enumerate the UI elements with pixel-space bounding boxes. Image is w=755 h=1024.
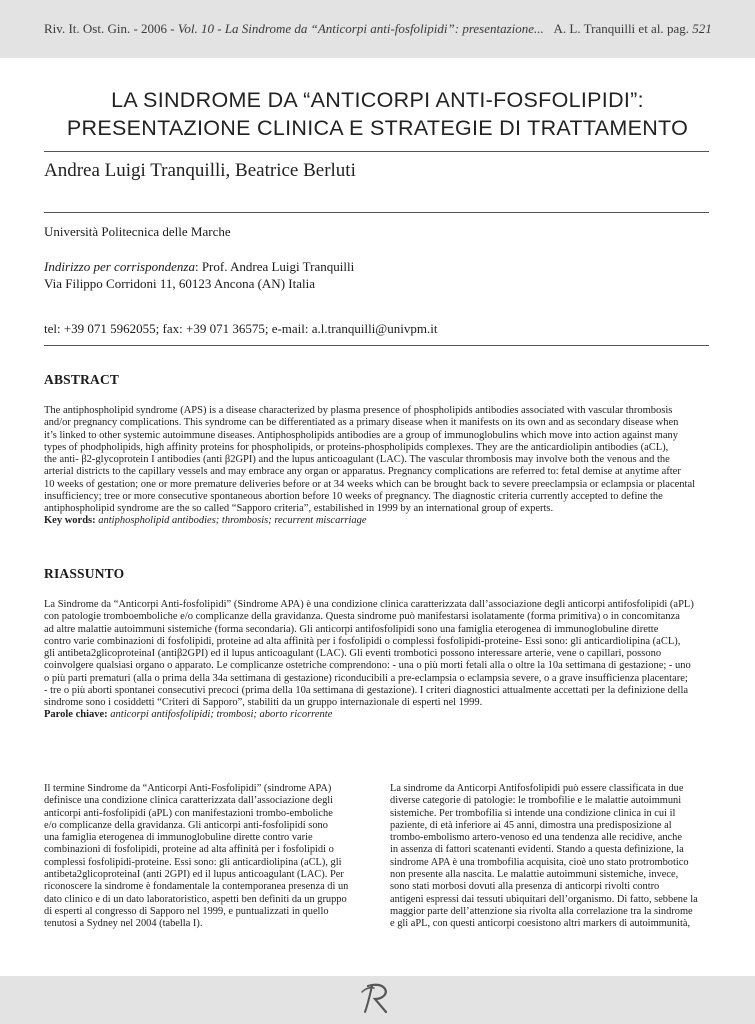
keywords-label: Key words: [44, 515, 96, 527]
riassunto-line: o più parti prematuri (alla o prima della 34a settimana di gestazione) riconducibili a pre-eclampsia o eclampsia severe, o a grave insufficienza placentare; [44, 672, 688, 684]
divider [44, 345, 709, 346]
body-line: trombo-embolismo artero-venoso ed una tendenza alle recidive, anche [390, 832, 682, 844]
correspondence-address: Via Filippo Corridoni 11, 60123 Ancona (AN) Italia [44, 276, 315, 291]
divider [44, 212, 709, 213]
body-line: antigeni espressi dai tessuti ubiquitari dell’organismo. Di fatto, sebbene la [390, 893, 698, 905]
body-column-right [390, 783, 710, 931]
keywords-value: antiphospholipid antibodies; thrombosis; recurrent miscarriage [95, 515, 367, 527]
abstract-line: The antiphospholipid syndrome (APS) is a disease characterized by plasma presence of phospholipids antibodies associated with vascular thrombosis [44, 405, 673, 416]
running-header [44, 21, 734, 37]
riassunto-line: gli antibeta2glicoproteinaI (antiβ2GPI) ed il lupus anticoagulant (LAC). Gli eventi trombotici possono interessare arterie, vene o capillari, possono [44, 648, 662, 659]
contact-info: tel: +39 071 5962055; fax: +39 071 36575; e-mail: a.l.tranquilli@univpm.it [44, 321, 438, 336]
title-line-1: LA SINDROME DA “ANTICORPI ANTI-FOSFOLIPIDI”: [111, 88, 644, 112]
body-line: sindrome APA è una trombofilia acquisita, cioè uno stato protrombotico [390, 856, 689, 868]
divider [44, 151, 709, 152]
body-line: sistemiche. Per trombofilia si intende una condizione clinica in cui il [390, 807, 676, 819]
correspondence [44, 258, 354, 292]
abstract-line: types of phodpholipids, high affinity proteins for phospholipids, or proteins-phospholipids complexes. They are the anticardiolipin antibodies (aCL), [44, 441, 669, 453]
body-line: non presente alla nascita. Le malattie autoimmuni sistemiche, invece, [390, 869, 679, 881]
article-title [30, 86, 725, 142]
body-line: anticorpi anti-fosfolipidi (aPL) con manifestazioni trombo-emboliche [44, 807, 333, 819]
abstract-line: the anti- β2-glycoprotein I antibodies (anti β2GPI) and the lupus anticoagulant (LAC). The vascular thrombosis may involve both the venous and the [44, 454, 670, 465]
riassunto-line: con patologie tromboemboliche e/o complicanze della gravidanza. Questa sindrome può manifestarsi isolatamente (forma primitiva) o in concomitanza [44, 611, 680, 623]
title-line-2: PRESENTAZIONE CLINICA E STRATEGIE DI TRATTAMENTO [66, 116, 689, 140]
body-line: Il termine Sindrome da “Anticorpi Anti-Fosfolipidi” (sindrome APA) [44, 783, 332, 794]
abstract-text [44, 405, 709, 528]
abstract-line: arterial districts to the capillary vessels and may embrace any organ or apparatus. Pregnancy complications are referred to: fetal demise at anytime after [44, 466, 681, 478]
body-line: di esperti al congresso di Sapporo nel 1999, e puntualizzati in quello [44, 905, 329, 917]
keywords [44, 515, 709, 527]
body-line: diverse categorie di patologie: le trombofilie e le malattie autoimmuni [390, 795, 682, 807]
correspondence-label: Indirizzo per corrispondenza [44, 259, 195, 274]
riassunto-line: contro varie combinazioni di fosfolipidi, proteine ad alta affinità per i fosfolipidi o complessi fosfolipidi-proteine- Essi sono: gli anticardiolipina (aCL), [44, 635, 681, 647]
abstract-line: and/or pregnancy complications. This syndrome can be differentiated as a primary disease when it manifests on its own and as secondary disease when [44, 417, 679, 429]
body-line: antibeta2glicoproteinaI (anti 2GPI) ed il lupus anticoagulant (LAC). Per [44, 869, 344, 881]
body-line: combinazioni di fosfolipidi, proteine ad alta affinità per i fosfolipidi o [44, 844, 334, 856]
riassunto-line: ad altre malattie autoimmuni sistemiche (forma secondaria). Gli anticorpi antifosfolipidi sono una famiglia eterogenea di immunoglobuline dirette [44, 623, 659, 635]
body-line: e gli aPL, con questi anticorpi coesistono altri markers di autoimmunità, [390, 918, 691, 930]
riassunto-line: sindrome sono i cosiddetti “Criteri di Sapporo”, stabiliti da un gruppo internazionale di esperti nel 1999. [44, 697, 483, 708]
riassunto-heading: RIASSUNTO [44, 566, 125, 581]
body-line: dato clinico e di un dato laboratoristico, aspetti ben definiti da un gruppo [44, 893, 347, 905]
abstract-line: 10 weeks of gestation; one or more premature deliveries before or at 34 weeks which can be brought back to severe preeclampsia or eclampsia or placental [44, 478, 696, 490]
body-line: e/o complicanze della gravidanza. Gli anticorpi anti-fosfolipidi sono [44, 819, 328, 831]
abstract-line: insufficiency; tree or more consecutive spontaneous abortion before 10 weeks of pregnancy. The diagnostic criteria currently accepted to define the [44, 490, 663, 502]
affiliation: Università Politecnica delle Marche [44, 224, 231, 239]
authors: Andrea Luigi Tranquilli, Beatrice Berluti [44, 160, 356, 181]
authors-short: A. L. Tranquilli et al. [553, 21, 664, 36]
abstract-line: it’s linked to other systemic autoimmune diseases. Antiphospholipids antibodies are a group of immunoglobulins which move into action against many [44, 429, 678, 441]
body-column-left [44, 783, 364, 931]
abstract-line: antiphospholipid syndrome are the so called “Sapporo criteria”, estabilished in 1999 by an international group of experts. [44, 503, 554, 514]
page-label: pag. [666, 21, 689, 36]
body-line: definisce una condizione clinica caratterizzata dall’associazione degli [44, 795, 334, 807]
body-line: maggior parte dell’attenzione sia rivolta alla correlazione tra la sindrome [390, 905, 693, 917]
body-line: La sindrome da Anticorpi Antifosfolipidi può essere classificata in due [390, 783, 684, 794]
body-line: tenutosi a Sydney nel 2004 (tabella I). [44, 918, 203, 930]
body-line: complessi fosfolipidi-proteine. Essi sono: gli anticardiolipina (aCL), gli [44, 856, 342, 868]
journal-name: Riv. It. Ost. Gin. - 2006 - [44, 21, 178, 36]
correspondence-name: : Prof. Andrea Luigi Tranquilli [194, 259, 355, 274]
body-line: sono stati morbosi dovuti alla presenza di anticorpi rivolti contro [390, 881, 660, 893]
page-number: 521 [692, 21, 712, 36]
body-line: una famiglia eterogenea di immunoglobuline dirette contro varie [44, 832, 313, 844]
abstract-heading: ABSTRACT [44, 372, 120, 387]
riassunto-line: - tre o più aborti spontanei consecutivi precoci (prima della 10a settimana di gestazione). I criteri diagnostici attualmente accettati per la definizione della [44, 684, 689, 696]
body-line: riconoscere la sindrome è fondamentale la contemporanea presenza di un [44, 881, 349, 893]
journal-logo-icon [356, 978, 398, 1020]
body-line: in assenza di fattori scatenanti evidenti. Stando a questa definizione, la [390, 844, 684, 856]
riassunto-line: coinvolgere qualsiasi organo o apparato. Le complicanze ostetriche comprendono: - una o più morti fetali alla o oltre la 10a settimana di gestazione; - uno [44, 660, 691, 672]
running-title: - La Sindrome da “Anticorpi anti-fosfolipidi”: presentazione... [213, 21, 544, 36]
riassunto-text [44, 599, 709, 722]
riassunto-line: La Sindrome da “Anticorpi Anti-fosfolipidi” (Sindrome APA) è una condizione clinica caratterizzata dall’associazione degli anticorpi antifosfolipidi (aPL) [44, 599, 694, 610]
keywords-it [44, 709, 709, 721]
keywords-label: Parole chiave: [44, 709, 108, 721]
volume: Vol. 10 [177, 21, 214, 36]
keywords-value: anticorpi antifosfolipidi; trombosi; aborto ricorrente [107, 709, 333, 721]
body-line: paziente, di età inferiore ai 45 anni, dimostra una predisposizione al [390, 819, 672, 831]
